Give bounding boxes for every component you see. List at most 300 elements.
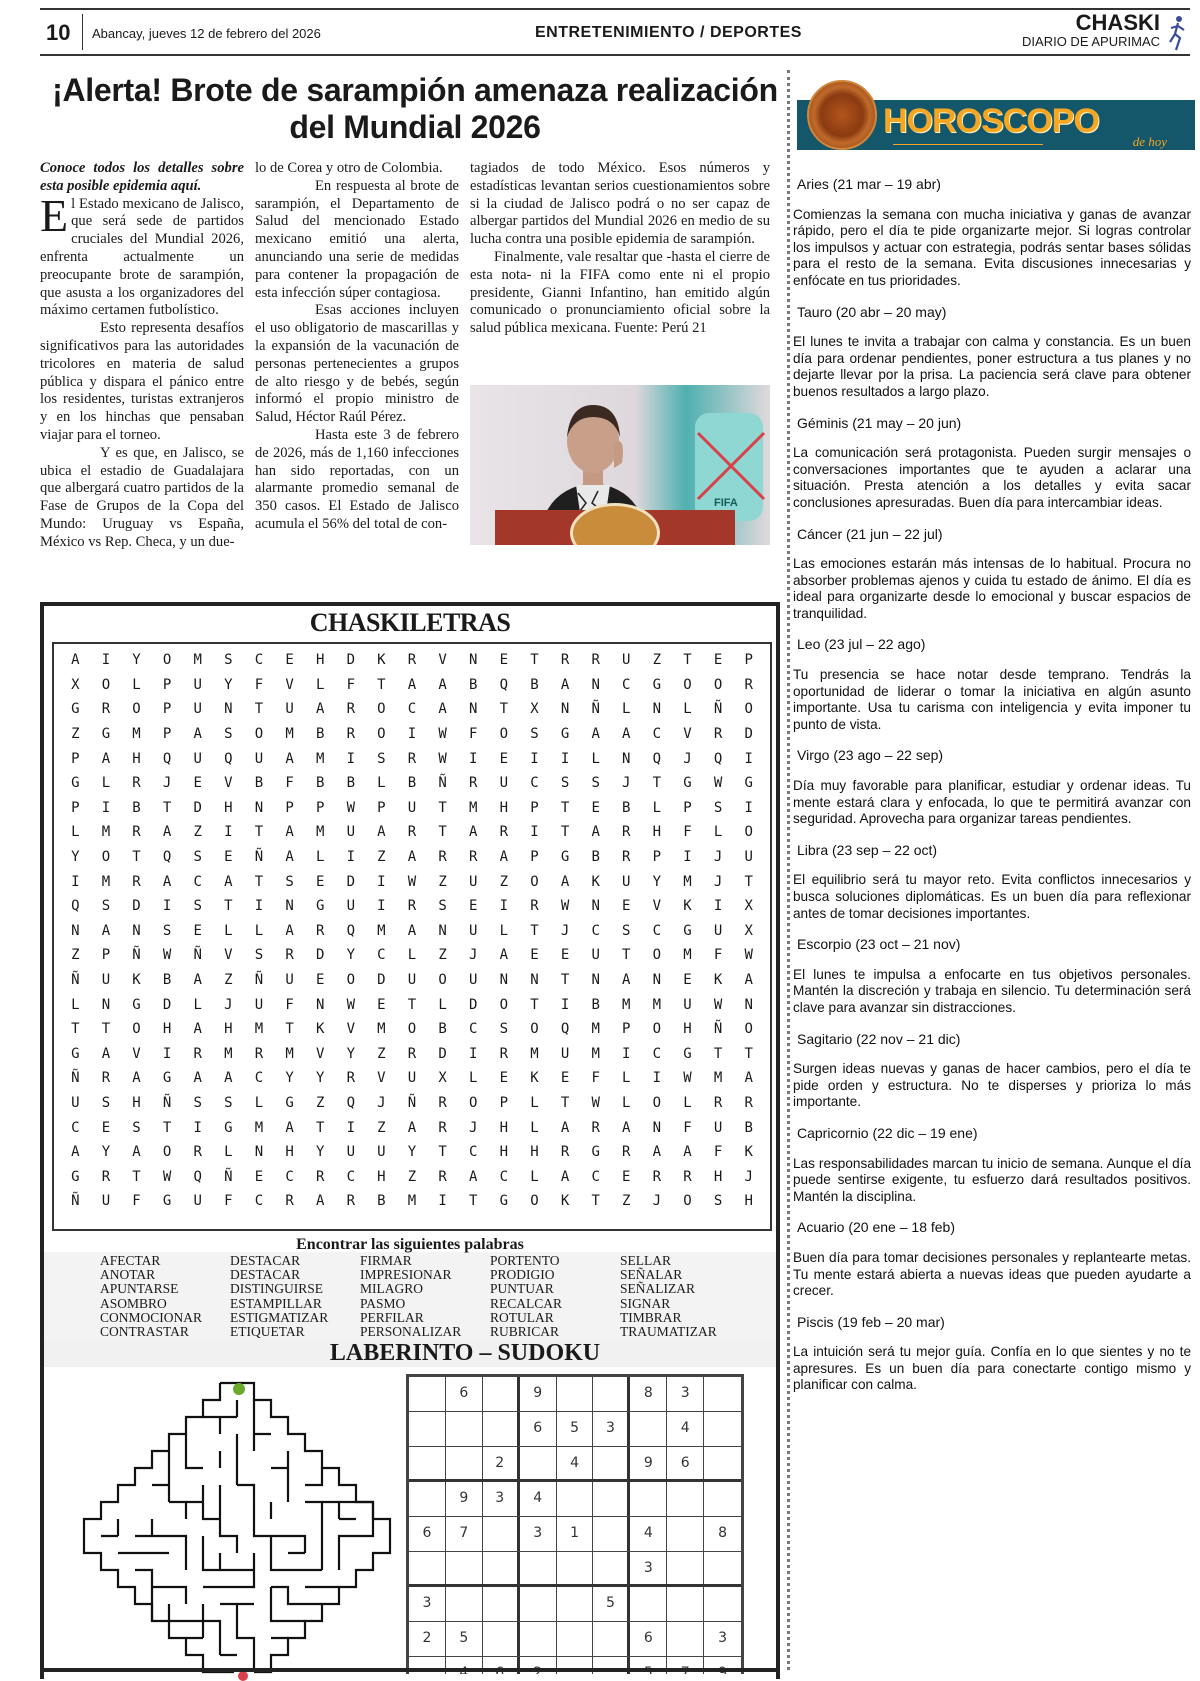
grid-letter[interactable]: S <box>193 898 202 915</box>
grid-letter[interactable]: T <box>560 1094 570 1111</box>
grid-letter[interactable]: I <box>101 652 111 669</box>
grid-letter[interactable]: U <box>713 1119 723 1136</box>
grid-letter[interactable]: A <box>683 1144 692 1161</box>
grid-letter[interactable]: I <box>162 1045 172 1062</box>
grid-letter[interactable]: S <box>224 726 233 743</box>
grid-letter[interactable]: I <box>71 873 80 890</box>
grid-letter[interactable]: Z <box>224 972 233 989</box>
grid-letter[interactable]: A <box>193 972 202 989</box>
grid-letter[interactable]: J <box>622 775 631 792</box>
grid-letter[interactable]: I <box>407 726 417 743</box>
sudoku-empty-cell[interactable] <box>704 1552 741 1584</box>
grid-letter[interactable]: O <box>744 1021 753 1038</box>
grid-letter[interactable]: I <box>254 898 264 915</box>
grid-letter[interactable]: T <box>315 1119 325 1136</box>
grid-letter[interactable]: U <box>101 1193 111 1210</box>
grid-letter[interactable]: E <box>469 898 478 915</box>
grid-letter[interactable]: R <box>744 676 753 693</box>
sudoku-empty-cell[interactable] <box>446 1412 483 1446</box>
grid-letter[interactable]: G <box>591 1144 600 1161</box>
grid-letter[interactable]: F <box>132 1193 141 1210</box>
grid-letter[interactable]: I <box>530 824 539 841</box>
grid-letter[interactable]: Ñ <box>132 947 141 964</box>
grid-letter[interactable]: V <box>438 652 447 669</box>
grid-letter[interactable]: E <box>285 652 294 669</box>
grid-letter[interactable]: M <box>254 1021 264 1038</box>
sudoku-empty-cell[interactable] <box>557 1377 594 1411</box>
grid-letter[interactable]: F <box>346 676 355 693</box>
grid-letter[interactable]: R <box>101 701 111 718</box>
grid-letter[interactable]: C <box>254 652 264 669</box>
grid-letter[interactable]: M <box>683 873 692 890</box>
grid-letter[interactable]: I <box>162 898 172 915</box>
grid-letter[interactable]: Ñ <box>713 1021 723 1038</box>
grid-letter[interactable]: O <box>683 676 692 693</box>
grid-letter[interactable]: K <box>683 898 692 915</box>
grid-letter[interactable]: E <box>499 750 509 767</box>
grid-letter[interactable]: U <box>193 676 202 693</box>
grid-letter[interactable]: L <box>224 922 233 939</box>
sudoku-empty-cell[interactable] <box>557 1587 594 1621</box>
grid-letter[interactable]: C <box>71 1119 80 1136</box>
grid-letter[interactable]: O <box>530 1193 539 1210</box>
grid-letter[interactable]: S <box>560 775 570 792</box>
grid-letter[interactable]: A <box>101 922 111 939</box>
grid-letter[interactable]: P <box>71 799 80 816</box>
grid-letter[interactable]: A <box>622 726 631 743</box>
grid-letter[interactable]: Q <box>560 1021 570 1038</box>
grid-letter[interactable]: O <box>162 652 172 669</box>
grid-letter[interactable]: O <box>469 1094 478 1111</box>
grid-letter[interactable]: L <box>254 922 264 939</box>
grid-letter[interactable]: I <box>193 1119 202 1136</box>
grid-letter[interactable]: M <box>315 750 325 767</box>
sudoku-empty-cell[interactable] <box>409 1482 446 1516</box>
grid-letter[interactable]: S <box>713 799 723 816</box>
grid-letter[interactable]: T <box>162 1119 172 1136</box>
grid-letter[interactable]: A <box>591 824 600 841</box>
grid-letter[interactable]: S <box>162 922 172 939</box>
grid-letter[interactable]: R <box>346 701 355 718</box>
grid-letter[interactable]: E <box>315 972 325 989</box>
grid-letter[interactable]: G <box>224 1119 233 1136</box>
grid-letter[interactable]: R <box>469 849 478 866</box>
grid-letter[interactable]: M <box>193 652 202 669</box>
grid-letter[interactable]: P <box>101 947 111 964</box>
grid-letter[interactable]: G <box>71 701 80 718</box>
grid-letter[interactable]: T <box>622 947 631 964</box>
grid-letter[interactable]: R <box>499 824 509 841</box>
grid-letter[interactable]: F <box>713 947 723 964</box>
grid-letter[interactable]: D <box>346 873 355 890</box>
grid-letter[interactable]: S <box>101 1094 111 1111</box>
grid-letter[interactable]: A <box>622 1119 631 1136</box>
grid-letter[interactable]: T <box>744 1045 753 1062</box>
grid-letter[interactable]: A <box>101 750 111 767</box>
sudoku-empty-cell[interactable] <box>593 1517 630 1551</box>
sudoku-empty-cell[interactable] <box>483 1587 520 1621</box>
grid-letter[interactable]: O <box>652 1094 662 1111</box>
grid-letter[interactable]: Ñ <box>407 1094 417 1111</box>
grid-letter[interactable]: N <box>254 799 264 816</box>
grid-letter[interactable]: U <box>683 996 692 1013</box>
grid-letter[interactable]: M <box>101 873 111 890</box>
grid-letter[interactable]: Q <box>652 750 662 767</box>
grid-letter[interactable]: D <box>438 1045 447 1062</box>
grid-letter[interactable]: A <box>560 1119 570 1136</box>
grid-letter[interactable]: N <box>315 996 325 1013</box>
grid-letter[interactable]: Ñ <box>713 701 723 718</box>
grid-letter[interactable]: T <box>285 1021 294 1038</box>
grid-letter[interactable]: S <box>377 750 386 767</box>
grid-letter[interactable]: H <box>285 1144 294 1161</box>
grid-letter[interactable]: I <box>622 1045 631 1062</box>
grid-letter[interactable]: C <box>285 1168 294 1185</box>
grid-letter[interactable]: S <box>224 1094 233 1111</box>
grid-letter[interactable]: F <box>285 775 294 792</box>
grid-letter[interactable]: P <box>162 726 172 743</box>
grid-letter[interactable]: G <box>285 1094 294 1111</box>
grid-letter[interactable]: Z <box>652 652 662 669</box>
grid-letter[interactable]: H <box>224 799 233 816</box>
grid-letter[interactable]: Z <box>71 726 80 743</box>
grid-letter[interactable]: L <box>315 849 325 866</box>
sudoku-empty-cell[interactable] <box>630 1587 667 1621</box>
grid-letter[interactable]: N <box>71 922 80 939</box>
grid-letter[interactable]: B <box>346 775 355 792</box>
grid-letter[interactable]: Z <box>499 873 509 890</box>
grid-letter[interactable]: H <box>499 799 509 816</box>
grid-letter[interactable]: R <box>101 1070 111 1087</box>
grid-letter[interactable]: R <box>591 652 600 669</box>
grid-letter[interactable]: S <box>101 898 111 915</box>
grid-letter[interactable]: L <box>622 1070 631 1087</box>
grid-letter[interactable]: T <box>713 1045 723 1062</box>
grid-letter[interactable]: R <box>469 775 478 792</box>
grid-letter[interactable]: M <box>132 726 141 743</box>
grid-letter[interactable]: T <box>652 775 662 792</box>
grid-letter[interactable]: I <box>683 849 692 866</box>
grid-letter[interactable]: G <box>162 1070 172 1087</box>
grid-letter[interactable]: R <box>438 1119 447 1136</box>
grid-letter[interactable]: Ñ <box>162 1094 172 1111</box>
grid-letter[interactable]: L <box>438 996 447 1013</box>
grid-letter[interactable]: E <box>591 799 600 816</box>
grid-letter[interactable]: A <box>499 849 509 866</box>
grid-letter[interactable]: A <box>744 972 753 989</box>
grid-letter[interactable]: B <box>315 726 325 743</box>
grid-letter[interactable]: P <box>499 1094 509 1111</box>
grid-letter[interactable]: M <box>254 1119 264 1136</box>
grid-letter[interactable]: Z <box>193 824 202 841</box>
sudoku-empty-cell[interactable] <box>667 1587 704 1621</box>
grid-letter[interactable]: A <box>377 824 386 841</box>
grid-letter[interactable]: N <box>622 750 631 767</box>
grid-letter[interactable]: T <box>530 922 539 939</box>
grid-letter[interactable]: P <box>622 1021 631 1038</box>
grid-letter[interactable]: A <box>407 849 417 866</box>
sudoku-empty-cell[interactable] <box>593 1552 630 1584</box>
grid-letter[interactable]: C <box>193 873 202 890</box>
grid-letter[interactable]: E <box>315 873 325 890</box>
grid-letter[interactable]: L <box>132 676 141 693</box>
grid-letter[interactable]: L <box>622 701 631 718</box>
grid-letter[interactable]: T <box>469 1193 478 1210</box>
grid-letter[interactable]: R <box>530 898 539 915</box>
grid-letter[interactable]: E <box>530 947 539 964</box>
grid-letter[interactable]: D <box>162 996 172 1013</box>
grid-letter[interactable]: G <box>162 1193 172 1210</box>
grid-letter[interactable]: Y <box>101 1144 111 1161</box>
grid-letter[interactable]: D <box>193 799 202 816</box>
grid-letter[interactable]: L <box>683 1094 692 1111</box>
grid-letter[interactable]: H <box>377 1168 386 1185</box>
grid-letter[interactable]: L <box>591 750 600 767</box>
grid-letter[interactable]: U <box>346 824 355 841</box>
grid-letter[interactable]: S <box>499 1021 509 1038</box>
grid-letter[interactable]: R <box>407 898 417 915</box>
grid-letter[interactable]: N <box>438 922 447 939</box>
sudoku-empty-cell[interactable] <box>593 1482 630 1516</box>
grid-letter[interactable]: Z <box>438 873 447 890</box>
grid-letter[interactable]: P <box>285 799 294 816</box>
grid-letter[interactable]: A <box>285 1119 294 1136</box>
grid-letter[interactable]: A <box>193 1070 202 1087</box>
grid-letter[interactable]: F <box>683 1119 692 1136</box>
grid-letter[interactable]: C <box>652 726 662 743</box>
grid-letter[interactable]: J <box>162 775 172 792</box>
grid-letter[interactable]: G <box>132 996 141 1013</box>
grid-letter[interactable]: K <box>591 873 600 890</box>
grid-letter[interactable]: R <box>132 775 141 792</box>
grid-letter[interactable]: G <box>71 1168 80 1185</box>
grid-letter[interactable]: C <box>652 1045 662 1062</box>
grid-letter[interactable]: Ñ <box>224 1168 233 1185</box>
grid-letter[interactable]: C <box>499 1168 509 1185</box>
grid-letter[interactable]: O <box>652 947 662 964</box>
grid-letter[interactable]: J <box>377 1094 386 1111</box>
grid-letter[interactable]: N <box>469 652 478 669</box>
grid-letter[interactable]: Q <box>224 750 233 767</box>
grid-letter[interactable]: H <box>315 652 325 669</box>
sudoku-empty-cell[interactable] <box>704 1482 741 1516</box>
grid-letter[interactable]: U <box>469 873 478 890</box>
grid-letter[interactable]: B <box>438 1021 447 1038</box>
grid-letter[interactable]: K <box>315 1021 325 1038</box>
grid-letter[interactable]: A <box>407 1119 417 1136</box>
grid-letter[interactable]: U <box>346 1144 355 1161</box>
grid-letter[interactable]: I <box>560 750 570 767</box>
grid-letter[interactable]: H <box>132 1094 141 1111</box>
grid-letter[interactable]: D <box>315 947 325 964</box>
grid-letter[interactable]: Z <box>377 1045 386 1062</box>
grid-letter[interactable]: J <box>713 873 723 890</box>
grid-letter[interactable]: S <box>530 726 539 743</box>
grid-letter[interactable]: H <box>132 750 141 767</box>
grid-letter[interactable]: O <box>438 972 447 989</box>
grid-letter[interactable]: R <box>438 1094 447 1111</box>
grid-letter[interactable]: T <box>162 799 172 816</box>
grid-letter[interactable]: A <box>132 1070 141 1087</box>
grid-letter[interactable]: I <box>530 750 539 767</box>
grid-letter[interactable]: L <box>101 775 111 792</box>
grid-letter[interactable]: L <box>377 775 386 792</box>
grid-letter[interactable]: A <box>224 873 233 890</box>
grid-letter[interactable]: R <box>560 1144 570 1161</box>
grid-letter[interactable]: U <box>193 701 202 718</box>
grid-letter[interactable]: L <box>71 824 80 841</box>
grid-letter[interactable]: A <box>407 922 417 939</box>
grid-letter[interactable]: N <box>591 972 600 989</box>
grid-letter[interactable]: Ñ <box>193 947 202 964</box>
grid-letter[interactable]: K <box>744 1144 753 1161</box>
grid-letter[interactable]: L <box>193 996 202 1013</box>
grid-letter[interactable]: Y <box>346 1045 355 1062</box>
grid-letter[interactable]: I <box>438 1193 447 1210</box>
grid-letter[interactable]: F <box>591 1070 600 1087</box>
grid-letter[interactable]: O <box>499 996 509 1013</box>
grid-letter[interactable]: T <box>560 824 570 841</box>
grid-letter[interactable]: U <box>193 750 202 767</box>
grid-letter[interactable]: Ñ <box>71 1193 80 1210</box>
grid-letter[interactable]: Y <box>346 947 355 964</box>
grid-letter[interactable]: E <box>101 1119 111 1136</box>
grid-letter[interactable]: F <box>254 676 264 693</box>
grid-letter[interactable]: F <box>469 726 478 743</box>
grid-letter[interactable]: B <box>591 996 600 1013</box>
grid-letter[interactable]: L <box>71 996 80 1013</box>
grid-letter[interactable]: A <box>652 1144 662 1161</box>
grid-letter[interactable]: N <box>560 701 570 718</box>
grid-letter[interactable]: W <box>438 750 447 767</box>
grid-letter[interactable]: D <box>346 652 355 669</box>
grid-letter[interactable]: P <box>162 701 172 718</box>
grid-letter[interactable]: R <box>407 652 417 669</box>
grid-letter[interactable]: E <box>683 972 692 989</box>
grid-letter[interactable]: E <box>622 1168 631 1185</box>
grid-letter[interactable]: O <box>744 701 753 718</box>
grid-letter[interactable]: M <box>713 1070 723 1087</box>
grid-letter[interactable]: H <box>713 1168 723 1185</box>
grid-letter[interactable]: O <box>377 701 386 718</box>
sudoku-empty-cell[interactable] <box>704 1447 741 1479</box>
grid-letter[interactable]: Q <box>346 922 355 939</box>
grid-letter[interactable]: T <box>132 1168 141 1185</box>
grid-letter[interactable]: N <box>254 1144 264 1161</box>
grid-letter[interactable]: G <box>560 726 570 743</box>
grid-letter[interactable]: Q <box>162 849 172 866</box>
grid-letter[interactable]: X <box>744 922 753 939</box>
grid-letter[interactable]: T <box>591 1193 600 1210</box>
grid-letter[interactable]: J <box>560 922 570 939</box>
grid-letter[interactable]: S <box>193 849 202 866</box>
grid-letter[interactable]: W <box>713 996 723 1013</box>
grid-letter[interactable]: H <box>683 1021 692 1038</box>
grid-letter[interactable]: W <box>560 898 570 915</box>
grid-letter[interactable]: U <box>346 898 355 915</box>
grid-letter[interactable]: G <box>744 775 753 792</box>
grid-letter[interactable]: N <box>652 972 662 989</box>
grid-letter[interactable]: U <box>377 1144 386 1161</box>
grid-letter[interactable]: R <box>713 1094 723 1111</box>
grid-letter[interactable]: U <box>591 947 600 964</box>
grid-letter[interactable]: O <box>377 726 386 743</box>
grid-letter[interactable]: B <box>315 775 325 792</box>
grid-letter[interactable]: U <box>407 972 417 989</box>
sudoku-empty-cell[interactable] <box>446 1447 483 1479</box>
grid-letter[interactable]: B <box>622 799 631 816</box>
grid-letter[interactable]: M <box>377 922 386 939</box>
grid-letter[interactable]: N <box>652 1119 662 1136</box>
grid-letter[interactable]: P <box>71 750 80 767</box>
grid-letter[interactable]: V <box>652 898 662 915</box>
grid-letter[interactable]: O <box>652 1021 662 1038</box>
grid-letter[interactable]: U <box>744 849 753 866</box>
sudoku-empty-cell[interactable] <box>557 1622 594 1656</box>
grid-letter[interactable]: L <box>683 701 692 718</box>
grid-letter[interactable]: T <box>683 652 692 669</box>
grid-letter[interactable]: T <box>132 849 141 866</box>
sudoku-empty-cell[interactable] <box>483 1517 520 1551</box>
sudoku-empty-cell[interactable] <box>593 1622 630 1656</box>
sudoku-empty-cell[interactable] <box>520 1622 557 1656</box>
grid-letter[interactable]: O <box>713 676 723 693</box>
grid-letter[interactable]: M <box>285 726 294 743</box>
grid-letter[interactable]: Y <box>132 652 141 669</box>
sudoku-empty-cell[interactable] <box>704 1412 741 1446</box>
grid-letter[interactable]: U <box>285 701 294 718</box>
grid-letter[interactable]: P <box>377 799 386 816</box>
sudoku-empty-cell[interactable] <box>667 1552 704 1584</box>
grid-letter[interactable]: G <box>315 898 325 915</box>
grid-letter[interactable]: P <box>530 799 539 816</box>
grid-letter[interactable]: O <box>499 726 509 743</box>
grid-letter[interactable]: J <box>744 1168 753 1185</box>
sudoku-empty-cell[interactable] <box>409 1377 446 1411</box>
grid-letter[interactable]: R <box>132 873 141 890</box>
grid-letter[interactable]: E <box>193 922 202 939</box>
grid-letter[interactable]: X <box>438 1070 447 1087</box>
grid-letter[interactable]: W <box>162 1168 172 1185</box>
grid-letter[interactable]: S <box>193 1094 202 1111</box>
grid-letter[interactable]: V <box>285 676 294 693</box>
grid-letter[interactable]: R <box>622 824 631 841</box>
grid-letter[interactable]: Ñ <box>254 849 264 866</box>
grid-letter[interactable]: Ñ <box>254 972 264 989</box>
grid-letter[interactable]: E <box>193 775 202 792</box>
grid-letter[interactable]: Q <box>499 676 509 693</box>
grid-letter[interactable]: A <box>193 1021 202 1038</box>
grid-letter[interactable]: L <box>713 824 723 841</box>
grid-letter[interactable]: P <box>530 849 539 866</box>
grid-letter[interactable]: N <box>224 701 233 718</box>
grid-letter[interactable]: I <box>469 1045 478 1062</box>
grid-letter[interactable]: V <box>224 947 233 964</box>
grid-letter[interactable]: N <box>591 898 600 915</box>
grid-letter[interactable]: C <box>622 676 631 693</box>
grid-letter[interactable]: R <box>132 824 141 841</box>
grid-letter[interactable]: B <box>377 1193 386 1210</box>
grid-letter[interactable]: C <box>530 775 539 792</box>
grid-letter[interactable]: L <box>622 1094 631 1111</box>
grid-letter[interactable]: C <box>469 1144 478 1161</box>
grid-letter[interactable]: H <box>652 824 662 841</box>
grid-letter[interactable]: A <box>591 726 600 743</box>
grid-letter[interactable]: F <box>224 1193 233 1210</box>
sudoku-empty-cell[interactable] <box>483 1552 520 1584</box>
grid-letter[interactable]: P <box>652 849 662 866</box>
grid-letter[interactable]: G <box>560 849 570 866</box>
